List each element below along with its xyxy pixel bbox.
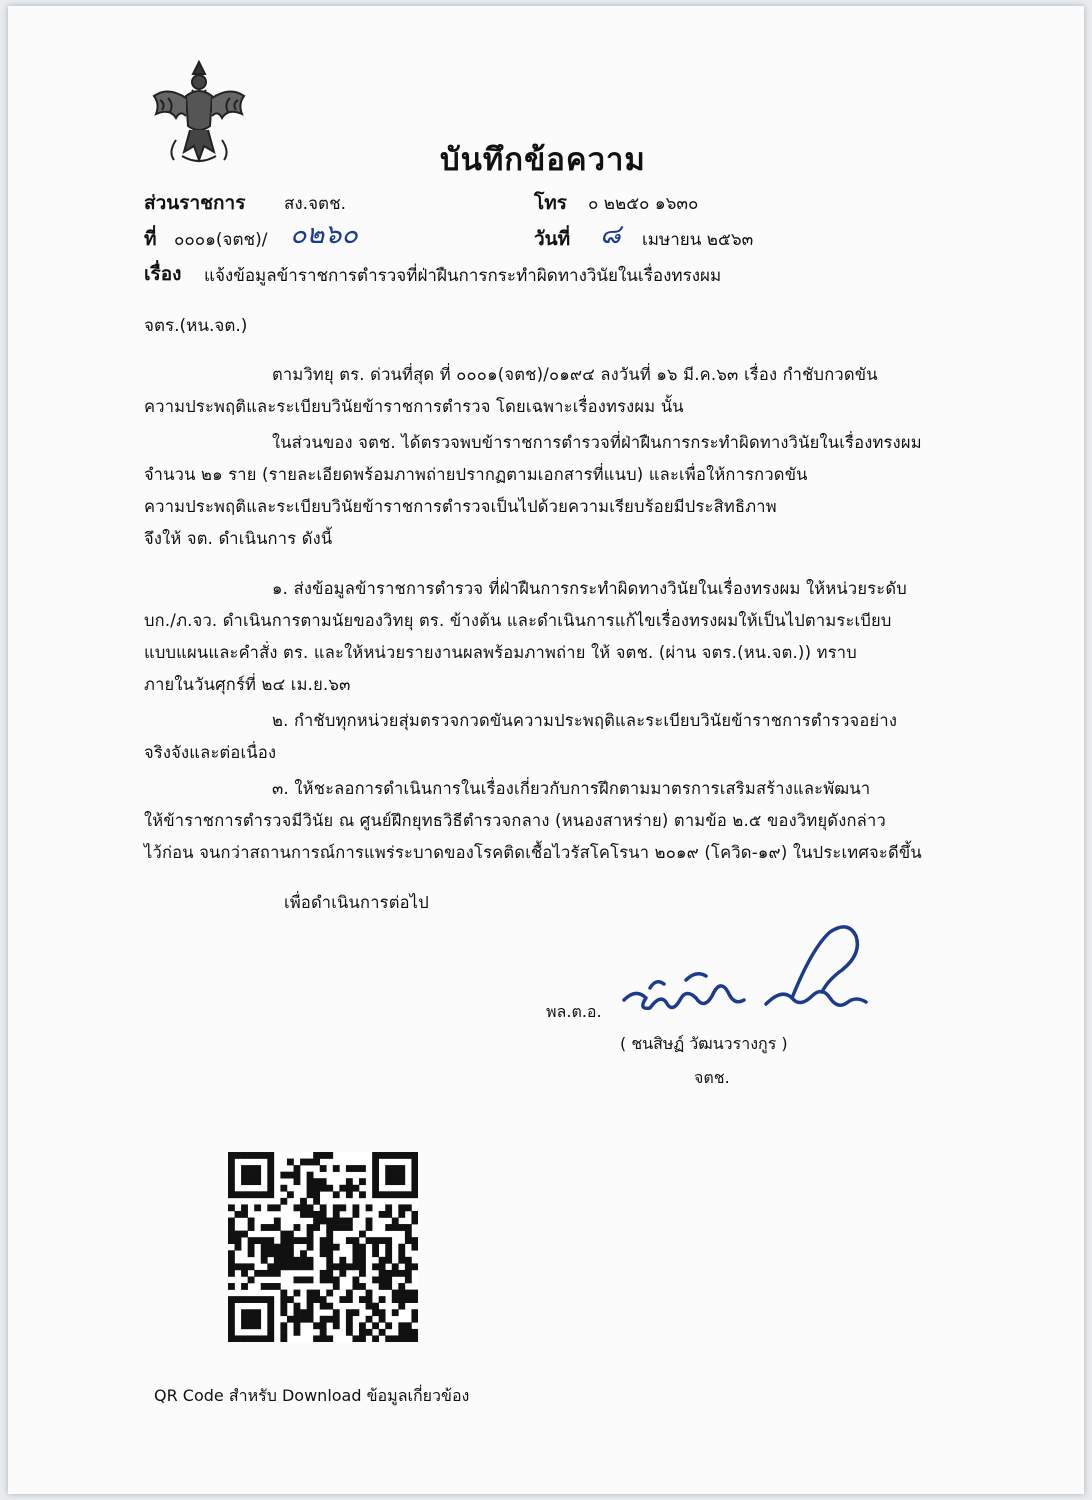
signature-scribble [616,918,886,1028]
paragraph-line: จำนวน ๒๑ ราย (รายละเอียดพร้อมภาพถ่ายปรากฏตามเอกสารที่แนบ) และเพื่อให้การกวดขัน [144,465,808,484]
qr-caption: QR Code สำหรับ Download ข้อมูลเกี่ยวข้อง [154,1386,470,1405]
memo-title: บันทึกข้อความ [440,142,646,178]
paragraph-line: จึงให้ จต. ดำเนินการ ดังนี้ [144,529,333,548]
recipient: จตร.(หน.จต.) [144,316,248,336]
paragraph-line: ให้ข้าราชการตำรวจมีวินัย ณ ศูนย์ฝึกยุทธวิธีตำรวจกลาง (หนองสาหร่าย) ตามข้อ ๒.๕ ของวิทยุดังกล่าว [144,811,886,830]
doc-no-handwritten: ๐๒๖๐ [290,219,358,250]
signature-position: จตช. [694,1068,730,1087]
doc-no-label: ที่ [144,228,157,250]
paragraph-line: บก./ภ.จว. ดำเนินการตามนัยของวิทยุ ตร. ข้างต้น และดำเนินการแก้ไขเรื่องทรงผมให้เป็นไปตามระเบียบ [144,611,892,630]
paragraph-line: ๒. กำชับทุกหน่วยสุ่มตรวจกวดขันความประพฤติและระเบียบวินัยข้าราชการตำรวจอย่าง [272,711,898,730]
paragraph-line: ในส่วนของ จตช. ได้ตรวจพบข้าราชการตำรวจที่ฝ่าฝืนการกระทำผิดทางวินัยในเรื่องทรงผม [272,433,922,452]
closing-line: เพื่อดำเนินการต่อไป [284,893,429,912]
qr-code-icon[interactable] [228,1152,418,1342]
signature-name: ( ชนสิษฏ์ วัฒนวรางกูร ) [620,1034,788,1053]
paragraph-line: จริงจังและต่อเนื่อง [144,743,277,762]
tel-label: โทร [534,192,567,214]
memo-page [8,6,1084,1494]
paragraph-line: ไว้ก่อน จนกว่าสถานการณ์การแพร่ระบาดของโรคติดเชื้อไวรัสโคโรนา ๒๐๑๙ (โควิด-๑๙) ในประเทศจะดีขึ้น [144,843,922,862]
division-value: สง.จตช. [284,194,347,214]
paragraph-line: ความประพฤติและระเบียบวินัยข้าราชการตำรวจเป็นไปด้วยความเรียบร้อยมีประสิทธิภาพ [144,497,777,516]
subject-label: เรื่อง [144,263,182,285]
signature-rank: พล.ต.อ. [546,1002,602,1021]
tel-value: ๐ ๒๒๕๐ ๑๖๓๐ [588,194,699,214]
date-month-year: เมษายน ๒๕๖๓ [642,230,754,250]
subject-value: แจ้งข้อมูลข้าราชการตำรวจที่ฝ่าฝืนการกระทำผิดทางวินัยในเรื่องทรงผม [204,266,722,286]
date-label: วันที่ [534,228,571,250]
paragraph-line: แบบแผนและคำสั่ง ตร. และให้หน่วยรายงานผลพร้อมภาพถ่าย ให้ จตช. (ผ่าน จตร.(หน.จต.)) ทราบ [144,643,857,662]
division-label: ส่วนราชการ [144,192,246,214]
paragraph-line: ๑. ส่งข้อมูลข้าราชการตำรวจ ที่ฝ่าฝืนการกระทำผิดทางวินัยในเรื่องทรงผม ให้หน่วยระดับ [272,579,907,598]
paragraph-line: ความประพฤติและระเบียบวินัยข้าราชการตำรวจ โดยเฉพาะเรื่องทรงผม นั้น [144,397,684,416]
paragraph-line: ตามวิทยุ ตร. ด่วนที่สุด ที่ ๐๐๐๑(จตช)/๐๑๙๔ ลงวันที่ ๑๖ มี.ค.๖๓ เรื่อง กำชับกวดขัน [272,365,878,384]
date-day-handwritten: ๘ [600,219,621,250]
doc-no-value: ๐๐๐๑(จตช)/ [174,230,268,250]
garuda-emblem-icon [146,56,252,168]
paragraph-line: ๓. ให้ชะลอการดำเนินการในเรื่องเกี่ยวกับการฝึกตามมาตรการเสริมสร้างและพัฒนา [272,779,871,798]
paragraph-line: ภายในวันศุกร์ที่ ๒๔ เม.ย.๖๓ [144,675,351,694]
